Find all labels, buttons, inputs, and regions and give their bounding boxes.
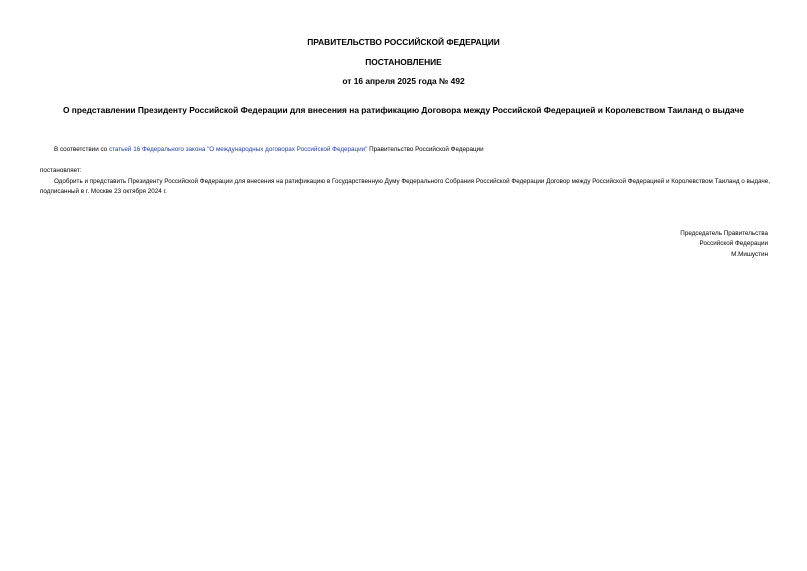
legal-basis-prefix: В соответствии со [54, 146, 109, 153]
legal-basis-suffix: Правительство Российской Федерации [367, 146, 484, 153]
document-type: ПОСТАНОВЛЕНИЕ [365, 57, 442, 67]
signature-position-line1: Председатель Правительства [680, 230, 768, 237]
resolution-text: Одобрить и представить Президенту Российской Федерации для внесения на ратификацию в Государственную Думу Федерального Собрания Российской Федерации Договор между Российской Федерацией и Королевством Таиланд о выдаче, подписанный в г. Москве 23 октября 2024 г. [40, 178, 770, 195]
decides-label: постановляет: [40, 167, 82, 174]
government-header: ПРАВИТЕЛЬСТВО РОССИЙСКОЙ ФЕДЕРАЦИИ [307, 37, 500, 47]
signature-block [680, 229, 768, 260]
document-subject: О представлении Президенту Российской Федерации для внесения на ратификацию Договора между Российской Федерацией и Королевством Таиланд о выдаче [62, 105, 745, 115]
document-date-number: от 16 апреля 2025 года № 492 [342, 76, 465, 86]
federal-law-link[interactable]: статьей 16 Федерального закона "О международных договорах Российской Федерации" [108, 146, 368, 153]
signature-position-line2: Российской Федерации [699, 240, 768, 248]
signature-name: М.Мишустин [731, 250, 768, 258]
legal-basis-paragraph [54, 146, 484, 153]
